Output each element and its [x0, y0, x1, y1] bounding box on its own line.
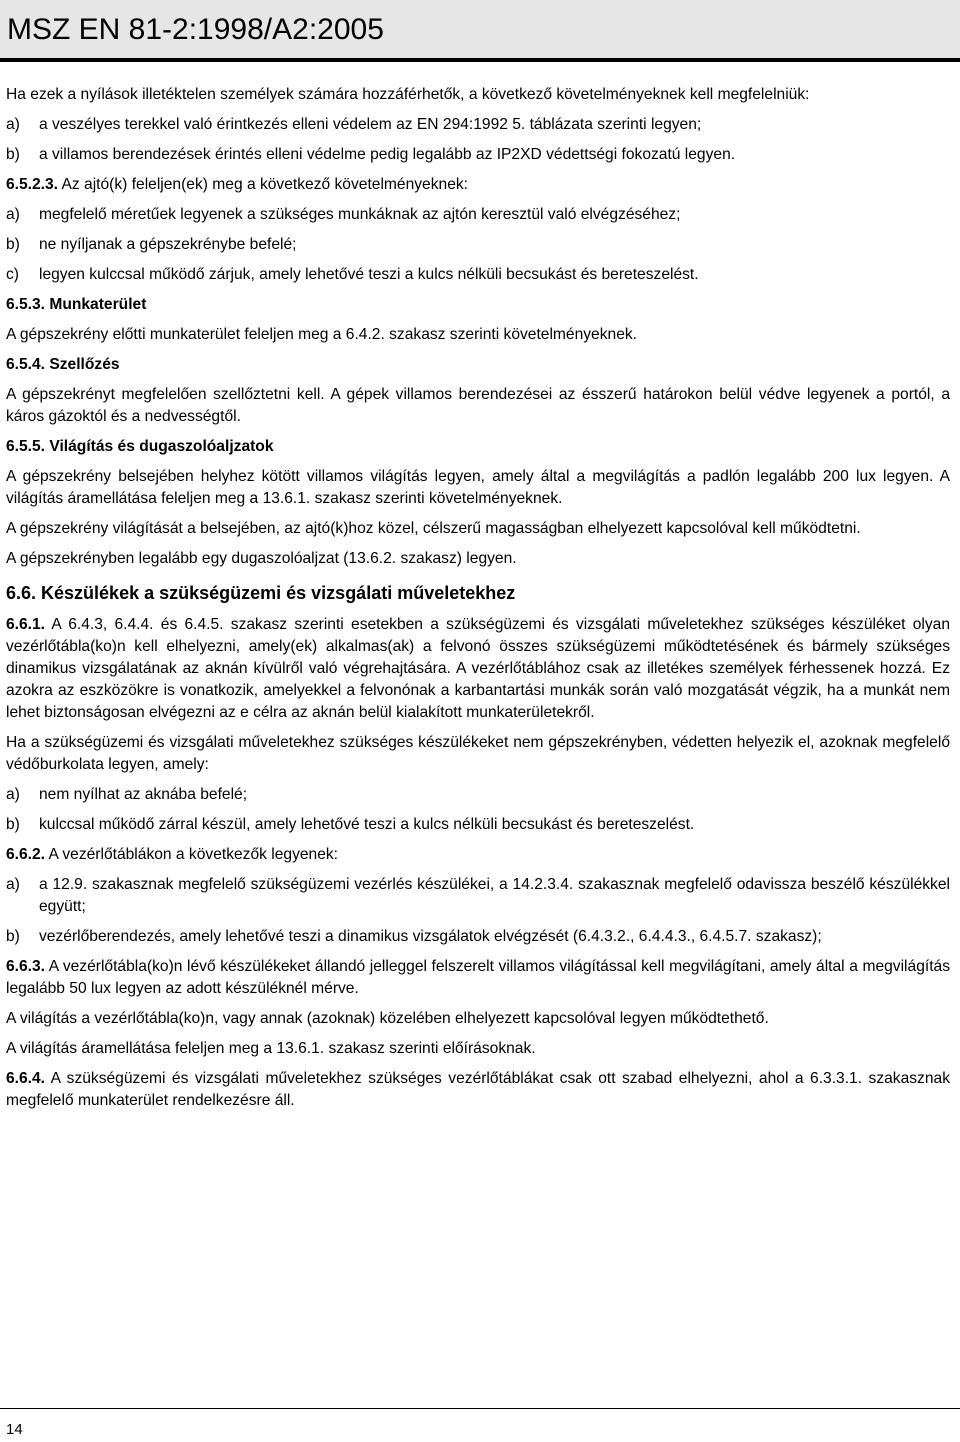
section-number: 6.6.4.	[6, 1070, 46, 1087]
list-item	[6, 926, 950, 948]
paragraph: A gépszekrényt megfelelően szellőztetni kell. A gépek villamos berendezései az ésszerű határokon belül védve legyenek a portól, a káros gázoktól és a nedvességtől.	[6, 386, 950, 425]
footer-rule	[0, 1408, 960, 1409]
paragraph: A világítás áramellátása feleljen meg a 13.6.1. szakasz szerinti előírásoknak.	[6, 1040, 536, 1057]
list-item	[6, 784, 950, 806]
list-text: a villamos berendezések érintés elleni védelme pedig legalább az IP2XD védettségi fokozatú legyen.	[39, 146, 736, 163]
section-heading-6-6: 6.6. Készülékek a szükségüzemi és vizsgálati műveletekhez	[6, 583, 516, 603]
section-number: 6.6.1.	[6, 616, 46, 633]
document-body	[6, 84, 950, 1120]
paragraph: Ha ezek a nyílások illetéktelen személyek számára hozzáférhetők, a következő követelményeknek kell megfelelniük:	[6, 86, 810, 103]
paragraph: A gépszekrényben legalább egy dugaszolóaljzat (13.6.2. szakasz) legyen.	[6, 550, 517, 567]
list-item	[6, 114, 950, 136]
section-6-6-1	[6, 614, 950, 724]
list-text: ne nyíljanak a gépszekrénybe befelé;	[39, 236, 297, 253]
list-text: a 12.9. szakasznak megfelelő szükségüzemi vezérlés készülékei, a 14.2.3.4. szakasznak megfelelő odavissza beszélő készülékkel együtt;	[39, 876, 950, 915]
list-text: megfelelő méretűek legyenek a szükséges munkáknak az ajtón keresztül való elvégzéséhez;	[39, 206, 681, 223]
page-header	[0, 0, 960, 58]
document-title: MSZ EN 81-2:1998/A2:2005	[7, 13, 384, 46]
section-text: A vezérlőtáblákon a következők legyenek:	[45, 846, 339, 863]
list-label: a)	[6, 786, 20, 803]
section-6-6-3	[6, 956, 950, 1000]
section-6-5-2-3	[6, 174, 950, 196]
paragraph: A gépszekrény belsejében helyhez kötött villamos világítás legyen, amely által a megvilágítás a padlón legalább 200 lux legyen. A világítás áramellátása feleljen meg a 13.6.1. szakasz szerinti követelményeknek.	[6, 468, 950, 507]
list-label: a)	[6, 206, 20, 223]
section-text: Az ajtó(k) feleljen(ek) meg a következő követelményeknek:	[58, 176, 468, 193]
section-number: 6.6.2.	[6, 846, 46, 863]
section-text: A szükségüzemi és vizsgálati műveletekhez szükséges vezérlőtáblákat csak ott szabad elhelyezni, ahol a 6.3.3.1. szakasznak megfelelő munkaterület rendelkezésre áll.	[6, 1070, 950, 1109]
paragraph: A gépszekrény előtti munkaterület feleljen meg a 6.4.2. szakasz szerinti követelményeknek.	[6, 326, 638, 343]
paragraph: A világítás a vezérlőtábla(ko)n, vagy annak (azoknak) közelében elhelyezett kapcsolóval legyen működtethető.	[6, 1010, 769, 1027]
list-text: legyen kulccsal működő zárjuk, amely lehetővé teszi a kulcs nélküli becsukást és bereteszelést.	[39, 266, 699, 283]
list-label: b)	[6, 236, 20, 253]
section-heading-6-5-3: 6.5.3. Munkaterület	[6, 296, 147, 313]
list-label: a)	[6, 876, 20, 893]
list-item	[6, 874, 950, 918]
list-text: kulccsal működő zárral készül, amely lehetővé teszi a kulcs nélküli becsukást és bereteszelést.	[39, 816, 695, 833]
list-text: a veszélyes terekkel való érintkezés elleni védelem az EN 294:1992 5. táblázata szerinti legyen;	[39, 116, 702, 133]
header-rule	[0, 58, 960, 62]
section-6-6-4	[6, 1068, 950, 1112]
list-item	[6, 204, 950, 226]
section-heading-6-5-4: 6.5.4. Szellőzés	[6, 356, 120, 373]
section-number: 6.5.2.3.	[6, 176, 59, 193]
paragraph: A gépszekrény világítását a belsejében, az ajtó(k)hoz közel, célszerű magasságban elhelyezett kapcsolóval kell működtetni.	[6, 520, 861, 537]
section-text: A 6.4.3, 6.4.4. és 6.4.5. szakasz szerinti esetekben a szükségüzemi és vizsgálati műveletekhez szükséges készüléket olyan vezérlőtábla(ko)n kell elhelyezni, amely(ek) alkalmas(ak) a felvonó összes szükségüzemi működtetésének és bármely szükséges dinamikus vizsgálatának az aknán kívülről való végrehajtására. A vezérlőtáblához csak az illetékes személyek férhessenek hozzá. Ez azokra az eszközökre is vonatkozik, amelyekkel a felvonónak a karbantartási munkák során való mozgatását végzik, ha a munkát nem lehet biztonságosan elvégezni az e célra az aknán belül kialakított munkaterületekről.	[6, 616, 950, 721]
section-6-6-2	[6, 844, 950, 866]
list-text: nem nyílhat az aknába befelé;	[39, 786, 248, 803]
paragraph: Ha a szükségüzemi és vizsgálati műveletekhez szükséges készülékeket nem gépszekrényben, védetten helyezik el, azoknak megfelelő védőburkolata legyen, amely:	[6, 734, 950, 773]
page-number: 14	[6, 1421, 23, 1438]
list-label: a)	[6, 116, 20, 133]
section-number: 6.6.3.	[6, 958, 46, 975]
list-item	[6, 264, 950, 286]
list-label: b)	[6, 928, 20, 945]
list-label: b)	[6, 146, 20, 163]
section-heading-6-5-5: 6.5.5. Világítás és dugaszolóaljzatok	[6, 438, 274, 455]
list-item	[6, 814, 950, 836]
list-text: vezérlőberendezés, amely lehetővé teszi a dinamikus vizsgálatok elvégzését (6.4.3.2., 6.4.4.3., 6.4.5.7. szakasz);	[39, 928, 822, 945]
list-item	[6, 234, 950, 256]
section-text: A vezérlőtábla(ko)n lévő készülékeket állandó jelleggel felszerelt villamos világítással kell megvilágítani, amely által a megvilágítás legalább 50 lux legyen az adott készüléknél mérve.	[6, 958, 950, 997]
list-label: c)	[6, 266, 19, 283]
list-label: b)	[6, 816, 20, 833]
list-item	[6, 144, 950, 166]
